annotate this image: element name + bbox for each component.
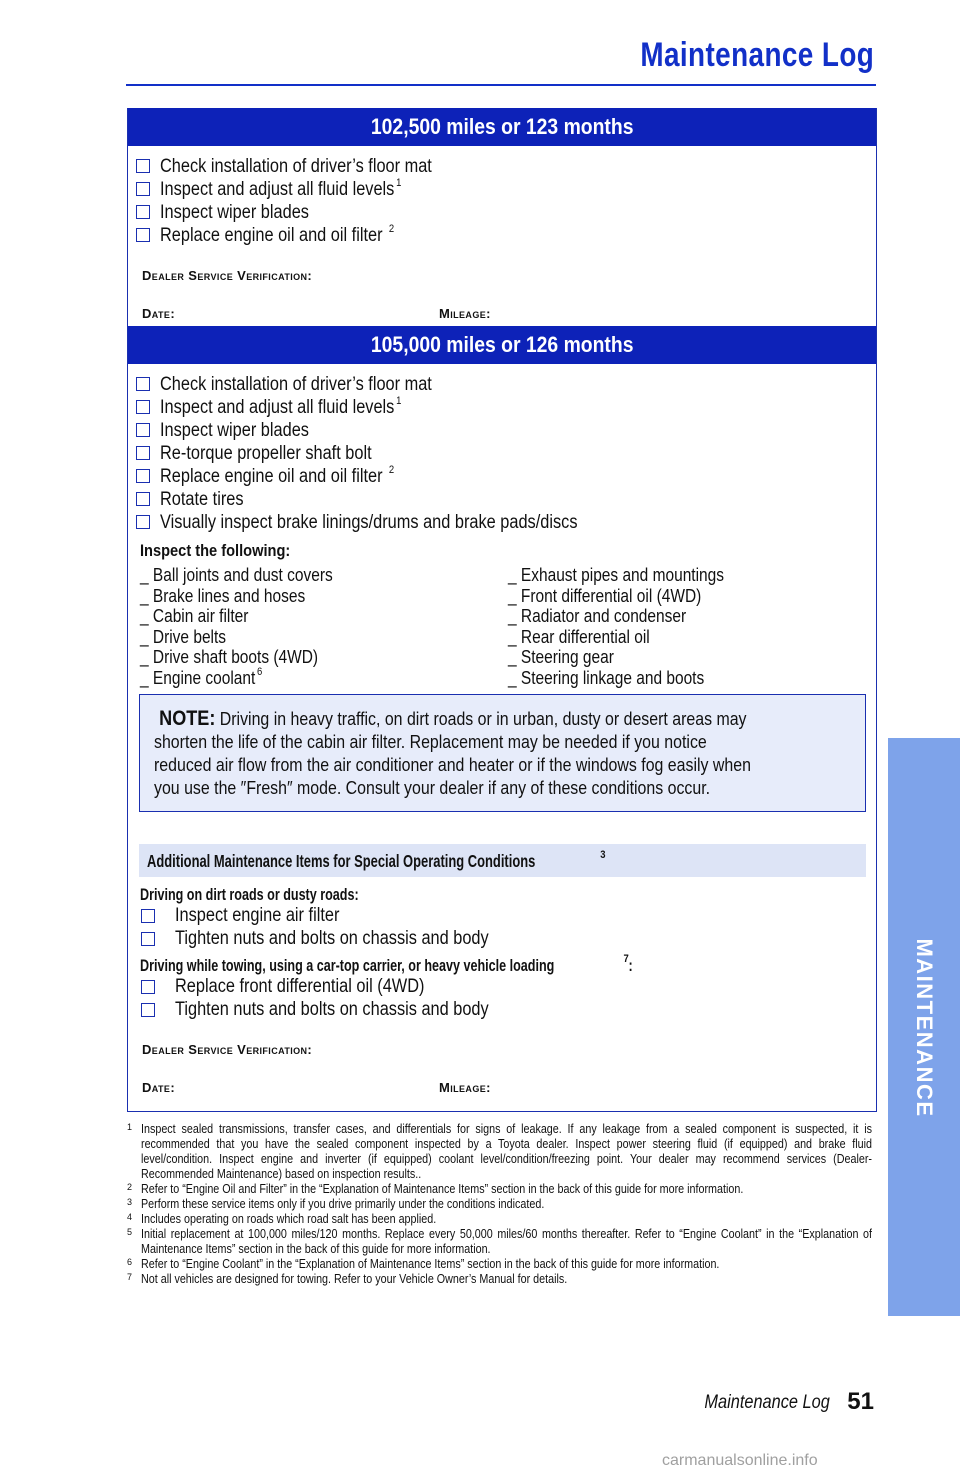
checklist (140, 975, 860, 1021)
title-rule (126, 84, 876, 86)
checklist-item (136, 487, 876, 510)
inspect-item-label: _ Front differential oil (4WD) (508, 585, 702, 606)
footer-section-label (684, 1392, 830, 1414)
note-line: shorten the life of the cabin air filter. Replacement may be needed if you notice (154, 731, 707, 752)
inspect-item-label: _ Exhaust pipes and mountings (508, 565, 725, 585)
footnote-body: Refer to “Engine Coolant” in the “Explanation of Maintenance Items” section in the back of this guide for more information. (141, 1257, 720, 1271)
footnote-number: 2 (127, 1182, 133, 1192)
service-interval-heading (128, 108, 876, 146)
note-line: you use the ″Fresh″ mode. Consult your dealer if any of these conditions occur. (154, 777, 711, 798)
checklist-item (136, 395, 876, 418)
checklist (128, 146, 876, 246)
checkbox[interactable] (136, 492, 150, 506)
inspect-item-label: _ Ball joints and dust covers (140, 565, 333, 585)
dealer-verification-label (142, 1042, 312, 1057)
checklist-item (136, 441, 876, 464)
footnote (127, 1272, 877, 1287)
footnote-number: 1 (127, 1122, 133, 1132)
item-label: Inspect and adjust all fluid levels (160, 396, 395, 418)
item-label: Rotate tires (160, 488, 244, 510)
checklist (140, 904, 860, 950)
checklist-item-text (160, 464, 394, 488)
note-line: reduced air flow from the air conditioner and heater or if the windows fog easily when (154, 754, 751, 775)
checklist-item (141, 927, 860, 950)
footnote (127, 1212, 877, 1227)
inspect-item (140, 666, 508, 687)
footnote-number: 6 (127, 1257, 133, 1267)
additional-maintenance-heading (139, 844, 866, 877)
footnote-text (141, 1227, 960, 1257)
condition-heading-text (140, 882, 396, 905)
inspect-item-label: _ Radiator and condenser (508, 606, 687, 626)
inspect-item-label: _ Steering gear (508, 647, 614, 667)
footnote-ref: 3 (600, 849, 606, 861)
checklist-item-text (160, 177, 401, 201)
mileage-label: Mileage: (439, 1080, 491, 1095)
note-text: Driving in heavy traffic, on dirt roads or in urban, dusty or desert areas may (215, 708, 747, 729)
item-label: Replace engine oil and oil filter (160, 224, 388, 246)
footnote-ref: 6 (257, 665, 263, 678)
checkbox[interactable] (141, 980, 155, 994)
inspect-item (140, 563, 508, 584)
checklist-item-text (160, 223, 394, 247)
footnote-number: 7 (127, 1272, 133, 1282)
inspect-list (128, 563, 876, 686)
condition-heading-suffix: : (628, 956, 633, 975)
item-label: Check installation of driver’s floor mat (160, 373, 432, 395)
inspect-item (140, 645, 508, 666)
inspect-item (140, 604, 508, 625)
inspect-item-label: _ Steering linkage and boots (508, 667, 705, 688)
inspect-item-label: _ Cabin air filter (140, 606, 249, 626)
checklist-item (136, 177, 876, 200)
footnote-ref: 2 (388, 463, 395, 476)
checklist-item-text (160, 395, 401, 419)
footnote-ref: 1 (396, 176, 402, 189)
checkbox[interactable] (136, 446, 150, 460)
checklist-item-text (160, 372, 434, 396)
side-tab-label: MAINTENANCE (912, 938, 937, 1118)
condition-heading (140, 953, 860, 975)
item-label: Replace front differential oil (4WD) (175, 975, 425, 997)
footnote-text (141, 1197, 960, 1212)
inspect-item-label: _ Engine coolant (140, 667, 256, 688)
footnote-ref: 7 (623, 953, 629, 965)
checkbox[interactable] (136, 515, 150, 529)
footnote-ref: 2 (388, 222, 395, 235)
item-label: Visually inspect brake linings/drums and brake pads/discs (160, 511, 578, 533)
condition-heading (140, 882, 860, 904)
inspect-column-right (508, 563, 876, 686)
inspect-item-label: _ Rear differential oil (508, 626, 650, 647)
checkbox[interactable] (136, 423, 150, 437)
checklist (128, 364, 876, 533)
item-label: Replace engine oil and oil filter (160, 465, 388, 487)
footnote-number: 3 (127, 1197, 133, 1207)
footnote-number: 5 (127, 1227, 133, 1237)
note-box (139, 694, 866, 812)
checkbox[interactable] (136, 400, 150, 414)
footnotes (127, 1122, 877, 1287)
footnote-text (141, 1182, 960, 1197)
inspect-item (508, 563, 876, 584)
checkbox[interactable] (141, 909, 155, 923)
mileage-label: Mileage: (439, 306, 491, 321)
footnote-body: Inspect sealed transmissions, transfer cases, and differentials for signs of leakage. If any leakage from a sealed component is suspected, it is recommended that you have the sealed component inspected by a Toyota dealer. Inspect power steering fluid (if equipped) and brake fluid level/condition. Inspect engine and inverter (if equipped) coolant level/condition/freezing point. Your dealer may recommend services (Dealer-Recommended Maintenance) based on inspection results.. (141, 1122, 872, 1181)
footnote-text (141, 1212, 960, 1227)
checkbox[interactable] (136, 159, 150, 173)
service-block-102500 (127, 108, 877, 326)
checklist-item (136, 418, 876, 441)
footnote-text (141, 1122, 960, 1182)
inspect-heading (128, 533, 876, 561)
item-label: Inspect engine air filter (175, 904, 340, 926)
footer-label-text: Maintenance Log (704, 1392, 830, 1413)
checklist-item (141, 904, 860, 927)
dealer-verification-text: Dealer Service Verification: (142, 268, 313, 283)
service-interval-heading (128, 326, 876, 364)
item-label: Tighten nuts and bolts on chassis and body (175, 927, 489, 949)
checklist-item-text (160, 418, 311, 442)
item-label: Inspect wiper blades (160, 419, 309, 441)
condition-heading-label: Driving while towing, using a car-top carrier, or heavy vehicle loading (140, 956, 555, 975)
checklist-item-text (160, 487, 245, 511)
date-text: Date: (142, 306, 176, 321)
checklist-item (136, 464, 876, 487)
checkbox[interactable] (136, 205, 150, 219)
footnote-number: 4 (127, 1212, 133, 1222)
footnote-ref: 1 (396, 394, 402, 407)
item-label: Re-torque propeller shaft bolt (160, 442, 372, 464)
checklist-item (136, 510, 876, 533)
condition-heading-text (140, 953, 634, 976)
service-block-105000 (127, 326, 877, 1112)
footnote (127, 1122, 877, 1182)
footnote-text (141, 1257, 960, 1272)
inspect-item (140, 625, 508, 646)
checklist-item (141, 975, 860, 998)
condition-dusty-roads (140, 882, 860, 950)
checklist-item (141, 998, 860, 1021)
page-title: Maintenance Log (640, 36, 874, 74)
footnote (127, 1227, 877, 1257)
inspect-heading-text: Inspect the following: (140, 541, 291, 560)
checkbox[interactable] (136, 182, 150, 196)
checkbox[interactable] (141, 932, 155, 946)
inspect-item (508, 625, 876, 646)
inspect-item (140, 584, 508, 605)
date-text: Date: (142, 1080, 176, 1095)
footnote (127, 1182, 877, 1197)
watermark: carmanualsonline.info (662, 1452, 818, 1469)
checklist-item (136, 200, 876, 223)
inspect-item-label: _ Brake lines and hoses (140, 585, 306, 606)
item-label: Inspect wiper blades (160, 201, 309, 223)
service-interval-heading-text: 102,500 miles or 123 months (370, 114, 634, 139)
inspect-item-text (140, 666, 262, 689)
dealer-verification-text: Dealer Service Verification: (142, 1042, 313, 1057)
checkbox[interactable] (136, 228, 150, 242)
date-label (142, 1080, 175, 1095)
checkbox[interactable] (136, 469, 150, 483)
footnote-body: Refer to “Engine Oil and Filter” in the “Explanation of Maintenance Items” section in the back of this guide for more information. (141, 1182, 744, 1196)
inspect-item (508, 604, 876, 625)
inspect-column-left (140, 563, 508, 686)
checklist-item-text (160, 200, 311, 224)
item-label: Tighten nuts and bolts on chassis and body (175, 998, 489, 1020)
footnote (127, 1197, 877, 1212)
note-label: NOTE: (159, 707, 216, 730)
inspect-item-label: _ Drive shaft boots (4WD) (140, 647, 319, 667)
item-label: Check installation of driver’s floor mat (160, 155, 432, 177)
checklist-item (136, 372, 876, 395)
date-label (142, 306, 175, 321)
inspect-item-label: _ Drive belts (140, 626, 227, 647)
footnote-body: Not all vehicles are designed for towing. Refer to your Vehicle Owner’s Manual for details. (141, 1272, 568, 1286)
footnote-text (141, 1272, 960, 1287)
checkbox[interactable] (136, 377, 150, 391)
footnote-body: Initial replacement at 100,000 miles/120 months. Replace every 50,000 miles/60 months thereafter. Refer to “Engine Coolant” in the “Explanation of Maintenance Items” section in the back of this guide for more information. (141, 1227, 872, 1256)
footnote-body: Perform these service items only if you drive primarily under the conditions indicated. (141, 1197, 545, 1211)
item-label: Inspect and adjust all fluid levels (160, 178, 395, 200)
condition-heading-label: Driving on dirt roads or dusty roads: (140, 885, 359, 904)
note-line (154, 707, 753, 730)
footnote (127, 1257, 877, 1272)
checkbox[interactable] (141, 1003, 155, 1017)
service-interval-heading-text: 105,000 miles or 126 months (370, 332, 634, 357)
checklist-item (136, 223, 876, 246)
checklist-item (136, 154, 876, 177)
inspect-item (508, 584, 876, 605)
side-section-tab (888, 738, 960, 1316)
inspect-item (508, 645, 876, 666)
checklist-item-text (160, 510, 579, 534)
checklist-item-text (160, 441, 373, 465)
additional-maintenance-heading-text (147, 849, 606, 872)
checklist-item-text (160, 154, 434, 178)
dealer-verification-label (142, 268, 312, 283)
page-number: 51 (847, 1388, 874, 1415)
inspect-item (508, 666, 876, 687)
condition-towing (140, 953, 860, 1021)
footnote-body: Includes operating on roads which road salt has been applied. (141, 1212, 437, 1226)
additional-heading-label: Additional Maintenance Items for Special Operating Conditions (147, 851, 536, 871)
inspect-item-text (508, 666, 706, 689)
